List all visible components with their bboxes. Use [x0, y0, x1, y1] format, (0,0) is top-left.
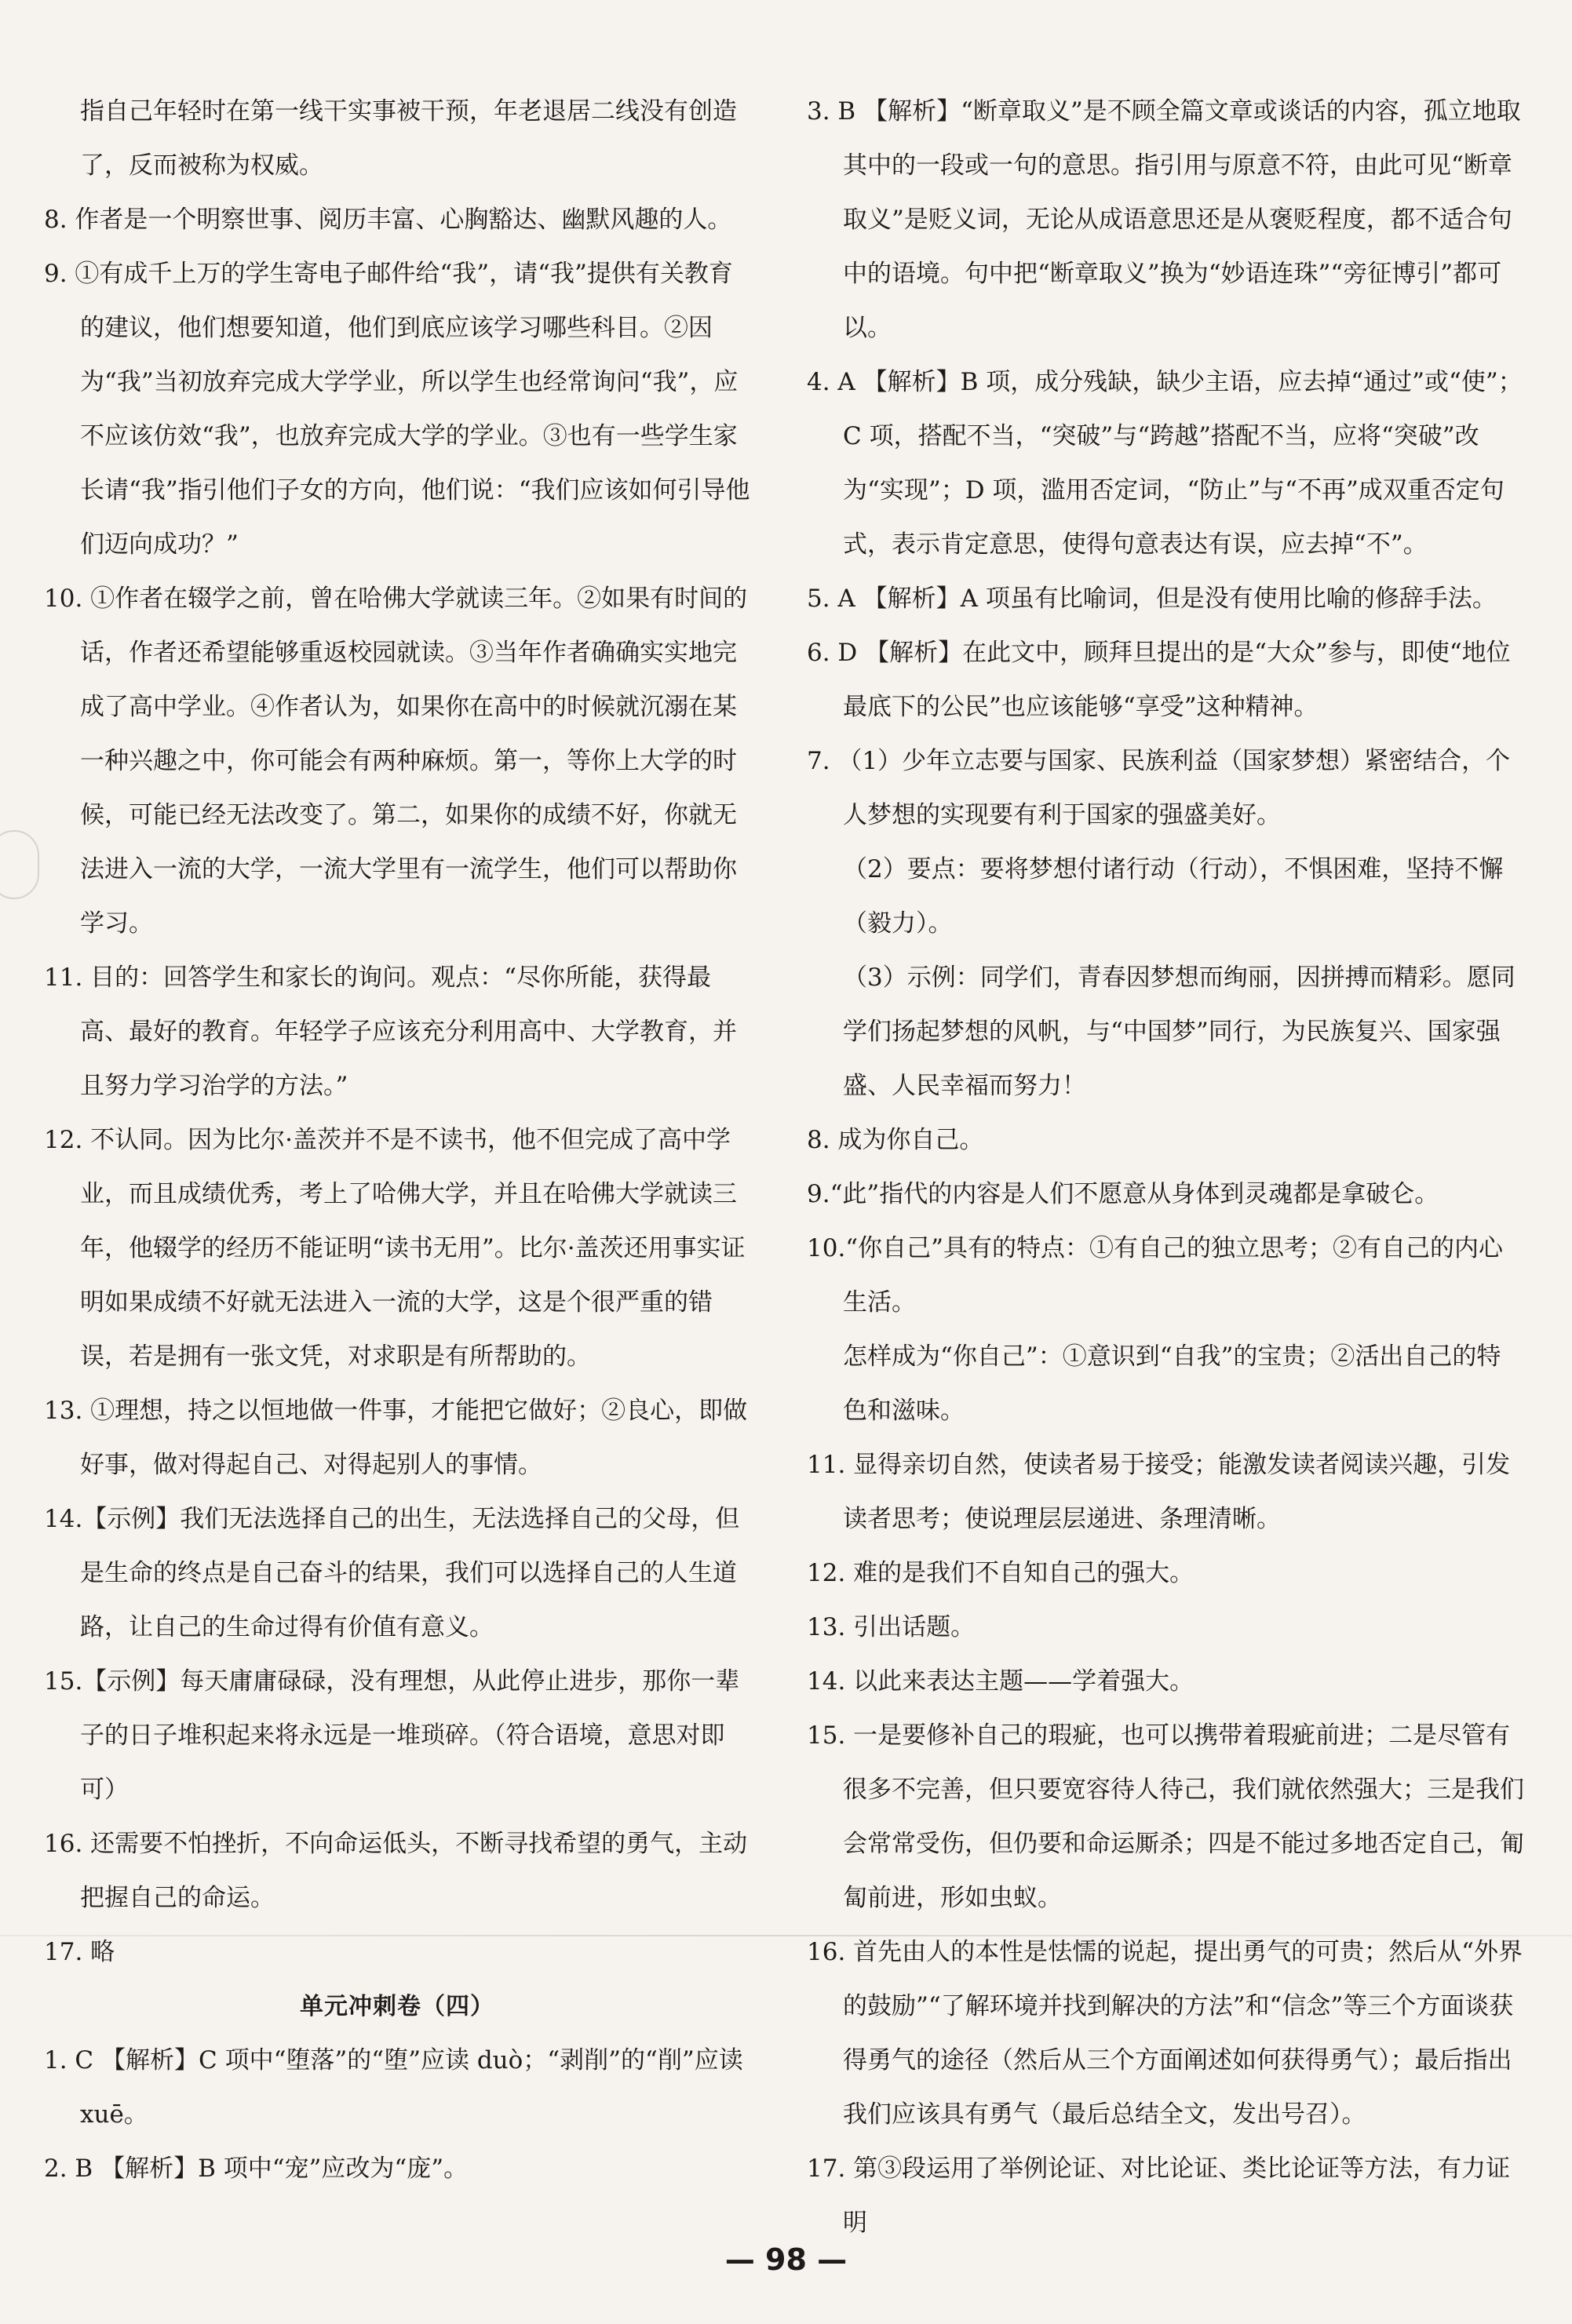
answer-item: 16. 还需要不怕挫折，不向命运低头，不断寻找希望的勇气，主动把握自己的命运。: [44, 1830, 748, 1912]
answer-item: 10.“你自己”具有的特点：①有自己的独立思考；②有自己的内心生活。: [807, 1234, 1503, 1317]
answer-item: 16. 首先由人的本性是怯懦的说起，提出勇气的可贵；然后从“外界的鼓励”“了解环境并找到解决的方法”和“信念”等三个方面谈获得勇气的途径（然后从三个方面阐述如何获得勇气）；最后指出我们应该具有勇气（最后总结全文，发出号召）。: [807, 1938, 1523, 2129]
answer-item: 17. 第③段运用了举例论证、对比论证、类比论证等方法，有力证明: [807, 2155, 1511, 2237]
answer-continuation: 指自己年轻时在第一线干实事被干预，年老退居二线没有创造了，反而被称为权威。: [80, 97, 737, 180]
section-title: 单元冲刺卷（四）: [300, 1993, 494, 2020]
answer-item: 17. 略: [44, 1938, 115, 1966]
page-number: — 98 —: [724, 2242, 848, 2277]
answer-item: 8. 成为你自己。: [807, 1126, 984, 1154]
answer-item: 12. 难的是我们不自知自己的强大。: [807, 1559, 1195, 1587]
answer-item: 11. 目的：回答学生和家长的询问。观点：“尽你所能，获得最高、最好的教育。年轻学子应该充分利用高中、大学教育，并且努力学习治学的方法。”: [44, 963, 737, 1100]
answer-item: 12. 不认同。因为比尔·盖茨并不是不读书，他不但完成了高中学业，而且成绩优秀，考上了哈佛大学，并且在哈佛大学就读三年，他辍学的经历不能证明“读书无用”。比尔·盖茨还用事实证明如果成绩不好就无法进入一流的大学，这是个很严重的错误，若是拥有一张文凭，对求职是有所帮助的。: [44, 1126, 746, 1371]
answer-item: 13. ①理想，持之以恒地做一件事，才能把它做好；②良心，即做好事，做对得起自己、对得起别人的事情。: [44, 1397, 748, 1479]
answer-item: 6. D 【解析】在此文中，顾拜旦提出的是“大众”参与，即使“地位最底下的公民”也应该能够“享受”这种精神。: [807, 639, 1511, 721]
answer-item: 1. C 【解析】C 项中“堕落”的“堕”应读 duò；“剥削”的“削”应读 xuē。: [44, 2046, 743, 2129]
answer-item: 4. A 【解析】B 项，成分残缺，缺少主语，应去掉“通过”或“使”；C 项，搭配不当，“突破”与“跨越”搭配不当，应将“突破”改为“实现”；D 项，滥用否定词，“防止”与“不再”成双重否定句式，表示肯定意思，使得句意表达有误，应去掉“不”。: [807, 368, 1523, 559]
answer-item: 9.“此”指代的内容是人们不愿意从身体到灵魂都是拿破仑。: [807, 1180, 1439, 1208]
answer-item: 14.【示例】我们无法选择自己的出生，无法选择自己的父母，但是生命的终点是自己奋斗的结果，我们可以选择自己的人生道路，让自己的生命过得有价值有意义。: [44, 1505, 740, 1641]
answer-item: 15. 一是要修补自己的瑕疵，也可以携带着瑕疵前进；二是尽管有很多不完善，但只要宽容待人待己，我们就依然强大；三是我们会常常受伤，但仍要和命运厮杀；四是不能过多地否定自己，匍匐前进，形如虫蚁。: [807, 1721, 1524, 1912]
answer-continuation: （3）示例：同学们，青春因梦想而绚丽，因拼搏而精彩。愿同学们扬起梦想的风帆，与“中国梦”同行，为民族复兴、国家强盛、人民幸福而努力！: [843, 963, 1515, 1100]
answer-item: 11. 显得亲切自然，使读者易于接受；能激发读者阅读兴趣，引发读者思考；使说理层层递进、条理清晰。: [807, 1451, 1511, 1533]
answer-item: 13. 引出话题。: [807, 1613, 976, 1641]
answer-item: 8. 作者是一个明察世事、阅历丰富、心胸豁达、幽默风趣的人。: [44, 206, 732, 234]
answer-item: 5. A 【解析】A 项虽有比喻词，但是没有使用比喻的修辞手法。: [807, 585, 1497, 613]
right-column: [807, 85, 1525, 2250]
answer-item: 7. （1）少年立志要与国家、民族利益（国家梦想）紧密结合，个人梦想的实现要有利于国家的强盛美好。: [807, 747, 1511, 829]
answer-item: 3. B 【解析】“断章取义”是不顾全篇文章或谈话的内容，孤立地取其中的一段或一句的意思。指引用与原意不符，由此可见“断章取义”是贬义词，无论从成语意思还是从褒贬程度，都不适合句中的语境。句中把“断章取义”换为“妙语连珠”“旁征博引”都可以。: [807, 97, 1521, 342]
margin-stamp: [0, 830, 39, 899]
answer-continuation: 怎样成为“你自己”：①意识到“自我”的宝贵；②活出自己的特色和滋味。: [843, 1342, 1501, 1425]
answer-item: 10. ①作者在辍学之前，曾在哈佛大学就读三年。②如果有时间的话，作者还希望能够重返校园就读。③当年作者确确实实地完成了高中学业。④作者认为，如果你在高中的时候就沉溺在某一种兴趣之中，你可能会有两种麻烦。第一，等你上大学的时候，可能已经无法改变了。第二，如果你的成绩不好，你就无法进入一流的大学，一流大学里有一流学生，他们可以帮助你学习。: [44, 585, 748, 938]
answer-continuation: （2）要点：要将梦想付诸行动（行动），不惧困难，坚持不懈（毅力）。: [843, 855, 1504, 938]
answer-item: 15.【示例】每天庸庸碌碌，没有理想，从此停止进步，那你一辈子的日子堆积起来将永远是一堆琐碎。（符合语境，意思对即可）: [44, 1667, 740, 1804]
answer-item: 14. 以此来表达主题——学着强大。: [807, 1667, 1195, 1696]
answer-item: 2. B 【解析】B 项中“宠”应改为“庞”。: [44, 2155, 469, 2183]
answer-item: 9. ①有成千上万的学生寄电子邮件给“我”，请“我”提供有关教育的建议，他们想要知道，他们到底应该学习哪些科目。②因为“我”当初放弃完成大学学业，所以学生也经常询问“我”，应不应该仿效“我”，也放弃完成大学的学业。③也有一些学生家长请“我”指引他们子女的方向，他们说：“我们应该如何引导他们迈向成功？”: [44, 260, 750, 559]
left-column: [44, 85, 750, 2196]
